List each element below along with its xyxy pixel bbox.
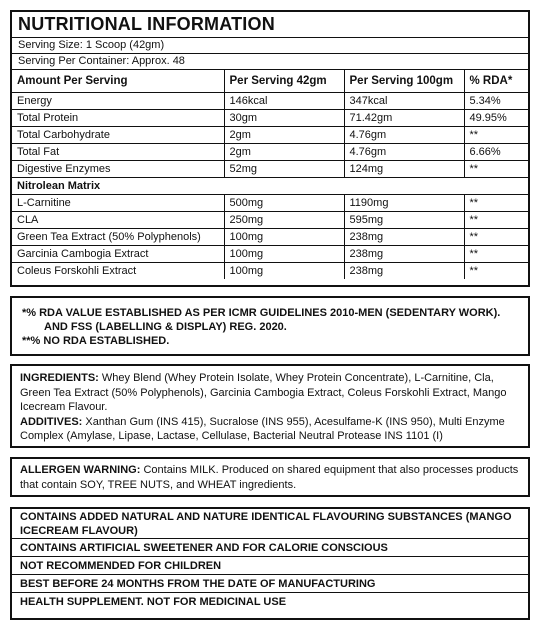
- section-header-row: [12, 177, 528, 194]
- ingredients-label: INGREDIENTS:: [20, 372, 99, 384]
- additives-block: [20, 415, 520, 444]
- per-42gm-value: 250mg: [224, 211, 344, 228]
- rda-note-line: *% RDA VALUE ESTABLISHED AS PER ICMR GUIDELINES 2010-MEN (SEDENTARY WORK).: [22, 307, 501, 319]
- table-row: [12, 245, 528, 262]
- table-header-row: [12, 70, 528, 92]
- rda-note-line: AND FSS (LABELLING & DISPLAY) REG. 2020.: [44, 321, 287, 333]
- allergen-text: Contains MILK. Produced on shared equipment that also processes products that contain SOY, TREE NUTS, and WHEAT ingredients.: [20, 464, 519, 491]
- per-100gm-value: 4.76gm: [344, 126, 464, 143]
- column-header: % RDA*: [464, 70, 528, 92]
- table-row: [12, 126, 528, 143]
- table-row: [12, 262, 528, 279]
- per-42gm-value: 2gm: [224, 126, 344, 143]
- nutrition-table: [12, 70, 528, 279]
- table-row: [12, 228, 528, 245]
- nutrient-name: Total Protein: [12, 109, 224, 126]
- per-100gm-value: 238mg: [344, 228, 464, 245]
- rda-value: **: [464, 228, 528, 245]
- flavour-note: CONTAINS ADDED NATURAL AND NATURE IDENTICAL FLAVOURING SUBSTANCES (MANGO ICECREAM FLAVOUR): [12, 509, 528, 539]
- rda-value: 49.95%: [464, 109, 528, 126]
- table-row: [12, 160, 528, 177]
- nutrient-name: Digestive Enzymes: [12, 160, 224, 177]
- notes-panel: [10, 507, 530, 620]
- table-row: [12, 143, 528, 160]
- per-42gm-value: 146kcal: [224, 92, 344, 109]
- table-row: [12, 194, 528, 211]
- allergen-panel: [10, 457, 530, 497]
- per-42gm-value: 2gm: [224, 143, 344, 160]
- additives-text: Xanthan Gum (INS 415), Sucralose (INS 955), Acesulfame-K (INS 950), Multi Enzyme Complex (Amylase, Lipase, Lactase, Cellulase, Bacterial Neutral Protease INS 1101 (I): [20, 415, 505, 442]
- column-header: Per Serving 42gm: [224, 70, 344, 92]
- additives-label: ADDITIVES:: [20, 415, 83, 428]
- per-42gm-value: 100mg: [224, 228, 344, 245]
- serving-size: Serving Size: 1 Scoop (42gm): [12, 38, 528, 54]
- best-before-note: BEST BEFORE 24 MONTHS FROM THE DATE OF MANUFACTURING: [12, 575, 528, 593]
- per-42gm-value: 500mg: [224, 194, 344, 211]
- nutrient-name: Energy: [12, 92, 224, 109]
- ingredients-text: Whey Blend (Whey Protein Isolate, Whey Protein Concentrate), L-Carnitine, Cla, Green Tea Extract (50% Polyphenols), Garcinia Cambogia Extract, Coleus Forskohli Extract, Mango Icecream Flavour.: [20, 372, 507, 413]
- nutrient-name: L-Carnitine: [12, 194, 224, 211]
- servings-per-container: Serving Per Container: Approx. 48: [12, 54, 528, 70]
- ingredients-block: [20, 371, 520, 415]
- rda-value: **: [464, 126, 528, 143]
- nutrient-name: Green Tea Extract (50% Polyphenols): [12, 228, 224, 245]
- children-note: NOT RECOMMENDED FOR CHILDREN: [12, 557, 528, 575]
- per-100gm-value: 71.42gm: [344, 109, 464, 126]
- supplement-note: HEALTH SUPPLEMENT. NOT FOR MEDICINAL USE: [20, 596, 287, 608]
- per-42gm-value: 30gm: [224, 109, 344, 126]
- column-header: Per Serving 100gm: [344, 70, 464, 92]
- nutrient-name: Coleus Forskohli Extract: [12, 262, 224, 279]
- per-100gm-value: 124mg: [344, 160, 464, 177]
- column-header: Amount Per Serving: [12, 70, 224, 92]
- table-row: [12, 92, 528, 109]
- sweetener-note: CONTAINS ARTIFICIAL SWEETENER AND FOR CALORIE CONSCIOUS: [12, 539, 528, 557]
- nutrient-name: Total Carbohydrate: [12, 126, 224, 143]
- allergen-label: ALLERGEN WARNING:: [20, 464, 141, 476]
- rda-value: 5.34%: [464, 92, 528, 109]
- rda-value: **: [464, 194, 528, 211]
- rda-notes-panel: [10, 296, 530, 356]
- per-42gm-value: 100mg: [224, 245, 344, 262]
- rda-value: **: [464, 160, 528, 177]
- per-100gm-value: 347kcal: [344, 92, 464, 109]
- rda-note-line: **% NO RDA ESTABLISHED.: [22, 335, 170, 347]
- rda-value: **: [469, 264, 479, 277]
- per-100gm-value: 238mg: [344, 262, 464, 279]
- per-100gm-value: 238mg: [344, 245, 464, 262]
- per-42gm-value: 52mg: [224, 160, 344, 177]
- per-100gm-value: 1190mg: [344, 194, 464, 211]
- table-row: [12, 211, 528, 228]
- per-100gm-value: 4.76gm: [344, 143, 464, 160]
- rda-value: **: [464, 245, 528, 262]
- per-100gm-value: 595mg: [344, 211, 464, 228]
- ingredients-panel: [10, 364, 530, 448]
- per-42gm-value: 100mg: [224, 262, 344, 279]
- matrix-label: Nitrolean Matrix: [12, 177, 528, 194]
- rda-value: 6.66%: [464, 143, 528, 160]
- nutrient-name: Garcinia Cambogia Extract: [12, 245, 224, 262]
- nutrition-title: NUTRITIONAL INFORMATION: [12, 12, 528, 38]
- rda-value: **: [464, 211, 528, 228]
- nutrient-name: CLA: [12, 211, 224, 228]
- nutrition-panel: [10, 10, 530, 287]
- nutrient-name: Total Fat: [12, 143, 224, 160]
- table-row: [12, 109, 528, 126]
